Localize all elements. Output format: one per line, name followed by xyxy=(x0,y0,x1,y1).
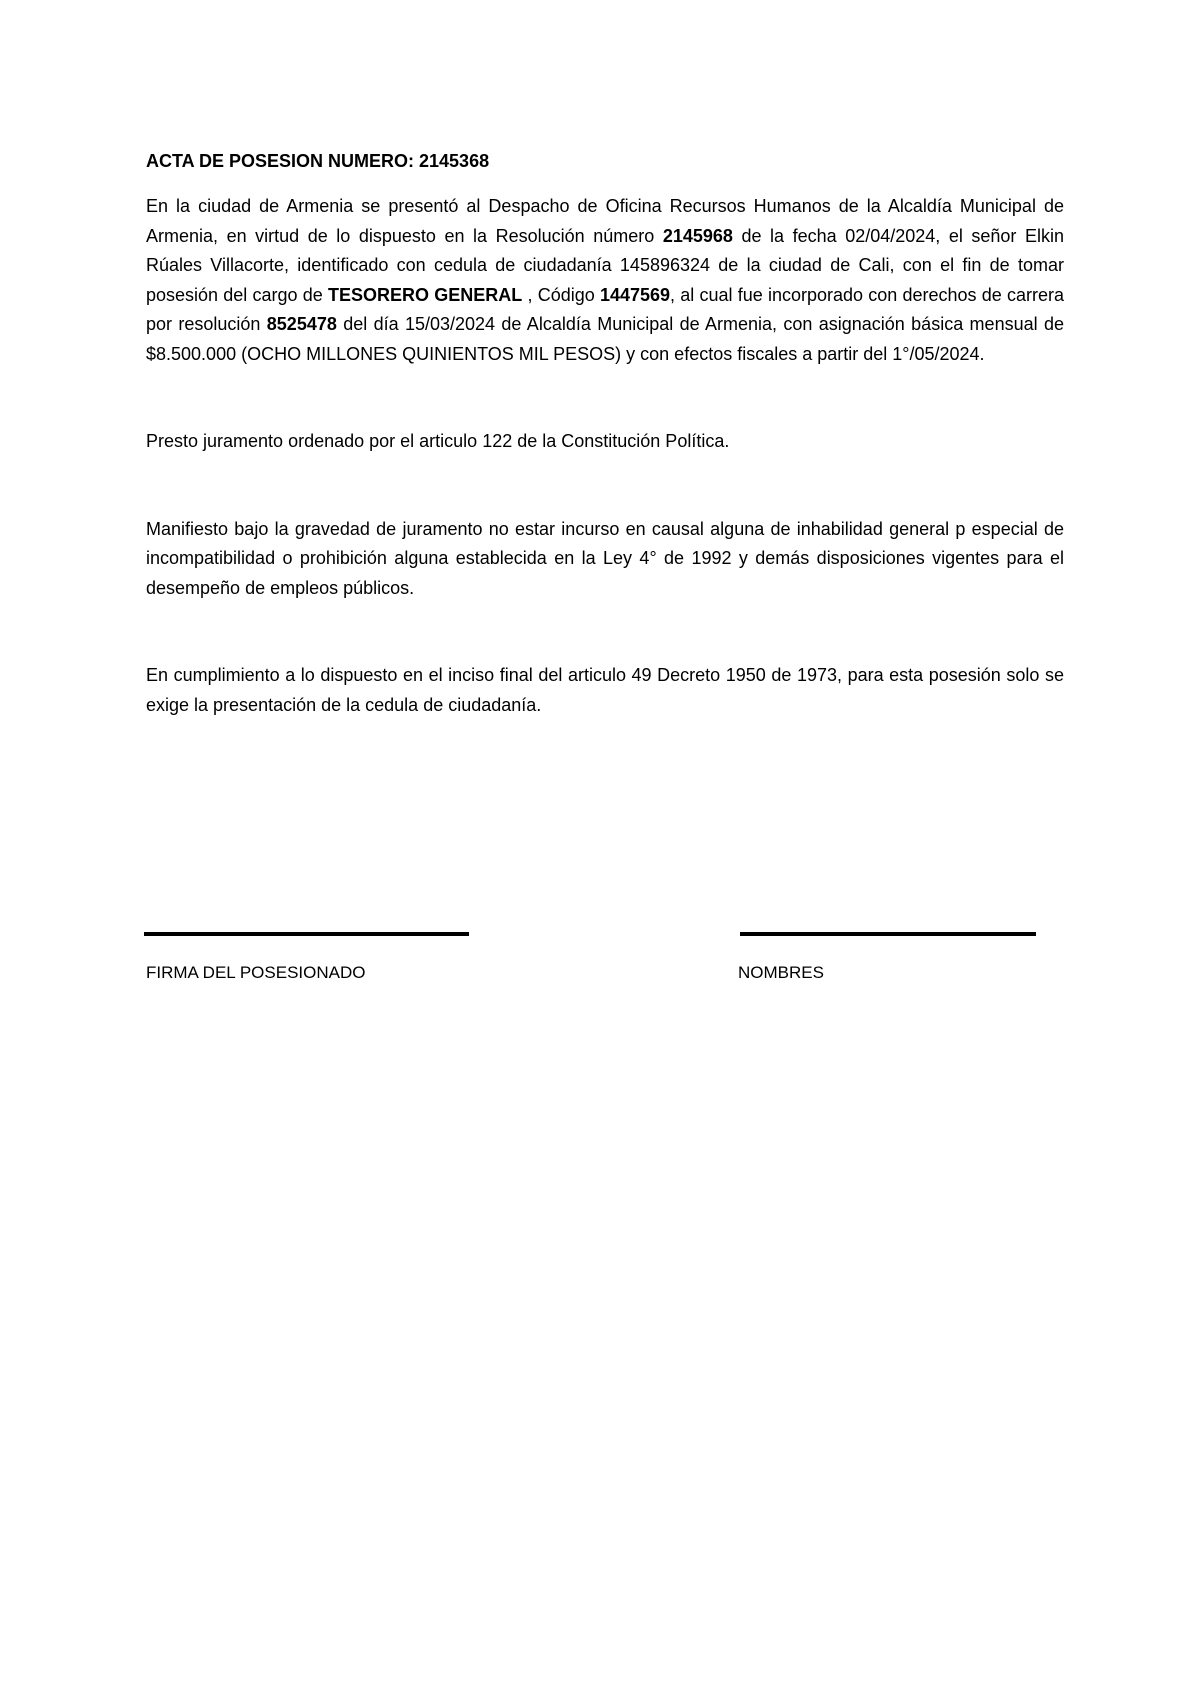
paragraph-text: del día 15/03/2024 de Alcaldía Municipal de Armenia, con asignación básica mensual de $8.500.000 (OCHO MILLONES QUINIENTOS MIL PESOS) y con efectos fiscales a partir del 1°/05/2024. xyxy=(146,314,1064,364)
paragraph-text: de la fecha 02/04/2024, el señor Elkin Rúales Villacorte, identificado con cedula de ciudadanía 145896324 de la ciudad de Cali, con el fin de tomar posesión del cargo de xyxy=(146,225,1064,305)
signature-label-posesionado: FIRMA DEL POSESIONADO xyxy=(146,963,366,982)
paragraph-oath: Presto juramento ordenado por el articulo 122 de la Constitución Política. xyxy=(146,431,730,451)
position-title: TESORERO GENERAL xyxy=(328,284,523,305)
document-body xyxy=(146,148,1064,720)
paragraph-appointment xyxy=(146,192,1064,369)
signature-label-nombres: NOMBRES xyxy=(738,963,824,982)
signature-line-posesionado xyxy=(144,932,469,936)
signature-line-nombres xyxy=(740,932,1036,936)
paragraph-declaration: Manifiesto bajo la gravedad de juramento no estar incurso en causal alguna de inhabilidad general p especial de incompatibilidad o prohibición alguna establecida en la Ley 4° de 1992 y demás disposiciones vigentes para el desempeño de empleos públicos. xyxy=(146,518,1064,598)
paragraph-text: , al cual fue incorporado con derechos de carrera por resolución xyxy=(146,284,1065,334)
position-code: 1447569 xyxy=(599,284,671,305)
paragraph-compliance: En cumplimiento a lo dispuesto en el inciso final del articulo 49 Decreto 1950 de 1973, para esta posesión solo se exige la presentación de la cedula de ciudadanía. xyxy=(146,665,1064,715)
document-title: ACTA DE POSESION NUMERO: 2145368 xyxy=(146,151,490,171)
resolution-number: 2145968 xyxy=(662,225,733,246)
incorporation-resolution-number: 8525478 xyxy=(266,314,337,334)
paragraph-text: En la ciudad de Armenia se presentó al Despacho de Oficina Recursos Humanos de la Alcaldía Municipal de Armenia, en virtud de lo dispuesto en la Resolución número xyxy=(146,196,1064,246)
paragraph-text: , Código xyxy=(522,284,600,305)
